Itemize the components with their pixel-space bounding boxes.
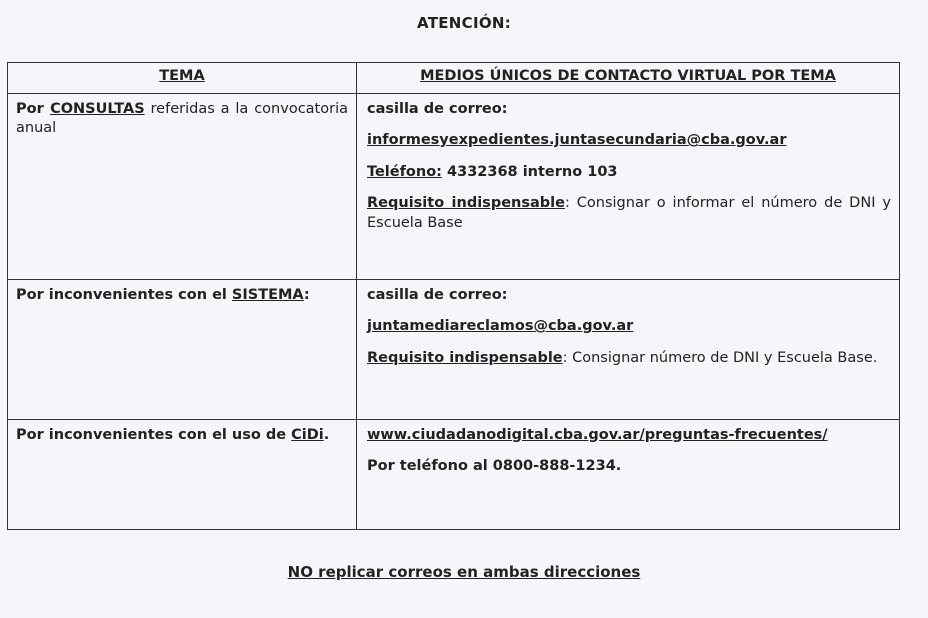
topic-cell [8,93,357,279]
topic-emphasis: CiDi [291,426,324,443]
contact-table [7,62,900,530]
topic-suffix: : [303,286,310,303]
phone-value: 4332368 interno 103 [441,163,618,180]
topic-cell [8,279,357,419]
media-cell [357,279,900,419]
topic-prefix: Por inconvenientes con el [16,286,232,303]
header-medios: MEDIOS ÚNICOS DE CONTACTO VIRTUAL POR TEMA [357,63,900,94]
topic-emphasis: CONSULTAS [50,100,145,117]
table-row [8,93,900,279]
requirement-label: Requisito indispensable [367,349,563,366]
email-link[interactable]: juntamediareclamos@cba.gov.ar [367,318,634,335]
topic-cell [8,419,357,529]
page-title: ATENCIÓN: [416,14,512,32]
footer-note: NO replicar correos en ambas direcciones [287,563,641,581]
table-row [8,419,900,529]
url-link[interactable]: www.ciudadanodigital.cba.gov.ar/preguntas-frecuentes/ [367,426,828,443]
topic-prefix: Por inconvenientes con el uso de [16,426,292,443]
topic-suffix: . [323,426,330,443]
requirement-line [367,349,891,369]
header-tema: TEMA [8,63,357,94]
requirement-line [367,194,891,233]
topic-suffix: referidas a la convocatoria anual [16,100,348,137]
media-cell [357,419,900,529]
table-header-row [8,63,900,94]
phone-line: Por teléfono al 0800-888-1234. [367,458,622,475]
requirement-text: : Consignar o informar el número de DNI y Escuela Base [367,195,891,231]
topic-prefix: Por [16,100,51,117]
table-row [8,279,900,419]
media-cell [357,93,900,279]
mail-label: casilla de correo: [367,286,508,303]
topic-emphasis: SISTEMA [231,286,304,303]
phone-label: Teléfono: [367,163,442,180]
mail-label: casilla de correo: [367,100,508,117]
requirement-label: Requisito indispensable [367,195,565,212]
email-link[interactable]: informesyexpedientes.juntasecundaria@cba.gov.ar [367,132,787,149]
phone-line [367,163,891,183]
requirement-text: : Consignar número de DNI y Escuela Base. [562,349,878,366]
